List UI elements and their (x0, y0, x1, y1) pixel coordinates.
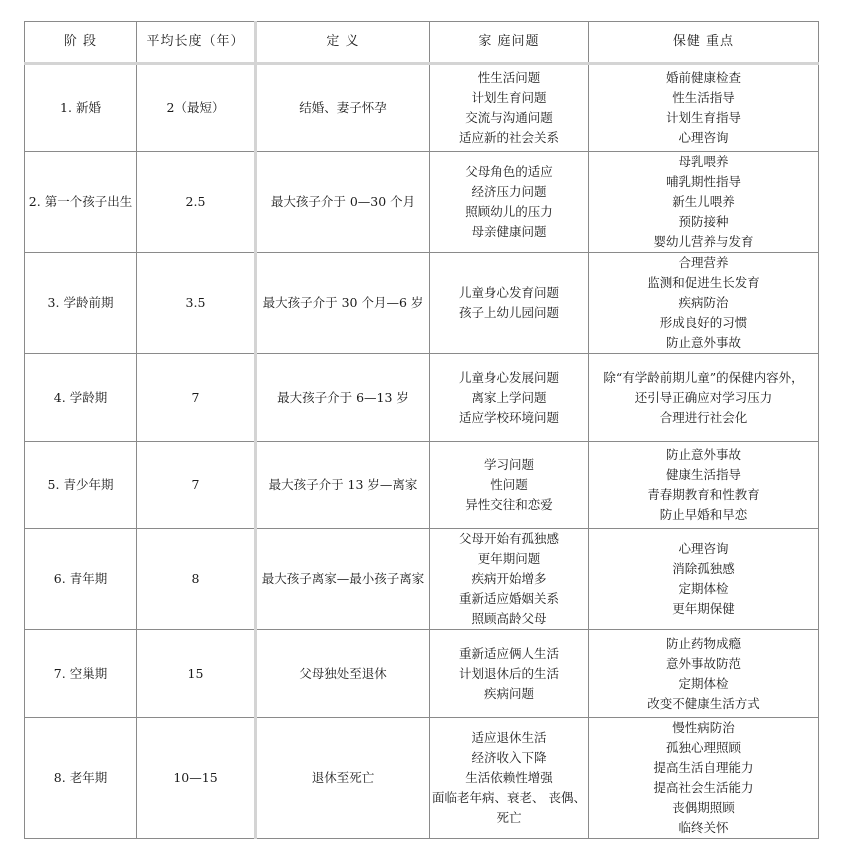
family-issue-item: 经济收入下降 (471, 750, 547, 765)
family-issue-item: 适应退休生活 (471, 730, 547, 745)
health-focus-item: 哺乳期性指导 (665, 174, 741, 189)
avg-length-cell: 10—15 (137, 718, 256, 839)
health-focus-item: 婚前健康检查 (665, 70, 741, 85)
family-issues-cell (430, 64, 589, 152)
health-focus-item: 疾病防治 (678, 295, 729, 310)
family-issue-item: 异性交往和恋爱 (465, 497, 553, 512)
family-issue-item: 适应新的社会关系 (458, 130, 559, 145)
header-stage: 阶 段 (25, 22, 137, 64)
health-focus-item: 预防接种 (678, 214, 729, 229)
health-focus-cell (589, 529, 819, 630)
health-focus-list (591, 445, 816, 525)
health-focus-item: 新生儿喂养 (672, 194, 735, 209)
family-issue-item: 经济压力问题 (471, 184, 547, 199)
family-issue-item: 儿童身心发展问题 (458, 369, 559, 385)
health-focus-cell (589, 354, 819, 442)
family-issues-list (432, 455, 586, 515)
family-issue-item: 重新适应婚姻关系 (458, 591, 559, 606)
health-focus-item: 防止早婚和早恋 (659, 507, 748, 522)
family-issue-item: 死亡 (496, 810, 522, 825)
health-focus-item: 婴幼儿营养与发育 (653, 234, 754, 249)
table-row (25, 718, 819, 839)
definition-cell: 父母独处至退休 (256, 630, 430, 718)
health-focus-item: 合理进行社会化 (659, 409, 748, 425)
family-issues-list (432, 162, 586, 242)
table-row (25, 442, 819, 529)
health-focus-cell (589, 630, 819, 718)
health-focus-item: 孤独心理照顾 (665, 740, 741, 755)
header-family-issues: 家 庭问题 (430, 22, 589, 64)
stage-cell: 6. 青年期 (25, 529, 137, 630)
definition-cell: 最大孩子介于 30 个月—6 岁 (256, 253, 430, 354)
header-avg-length: 平均长度（年） (137, 22, 256, 64)
health-focus-list (591, 539, 816, 619)
health-focus-item: 健康生活指导 (665, 467, 741, 482)
table-row (25, 64, 819, 152)
family-issue-item: 性问题 (490, 477, 528, 492)
definition-cell: 最大孩子介于 0—30 个月 (256, 152, 430, 253)
health-focus-item: 形成良好的习惯 (659, 315, 748, 330)
stage-cell: 3. 学龄前期 (25, 253, 137, 354)
health-focus-item: 意外事故防范 (665, 655, 741, 671)
stage-cell: 4. 学龄期 (25, 354, 137, 442)
table-row (25, 354, 819, 442)
family-issue-item: 父母角色的适应 (465, 164, 553, 179)
health-focus-item: 母乳喂养 (678, 154, 729, 169)
family-issue-item: 疾病开始增多 (471, 571, 547, 586)
stage-cell: 8. 老年期 (25, 718, 137, 839)
health-focus-item: 防止药物成瘾 (665, 635, 741, 651)
definition-cell: 退休至死亡 (256, 718, 430, 839)
health-focus-item: 性生活指导 (672, 90, 735, 105)
health-focus-list (591, 253, 816, 353)
health-focus-list (591, 368, 816, 428)
family-issues-cell (430, 354, 589, 442)
stage-cell: 5. 青少年期 (25, 442, 137, 529)
family-issue-item: 学习问题 (483, 457, 534, 472)
family-issues-list (432, 368, 586, 428)
health-focus-item: 心理咨询 (678, 541, 729, 556)
family-issue-item: 计划退休后的生活 (458, 665, 559, 681)
family-issue-item: 照顾高龄父母 (471, 611, 547, 626)
avg-length-cell: 2.5 (137, 152, 256, 253)
health-focus-item: 慢性病防治 (672, 720, 735, 735)
family-issue-item: 面临老年病、衰老、 丧偶、 (432, 790, 586, 805)
health-focus-list (591, 718, 816, 838)
table-row (25, 529, 819, 630)
health-focus-item: 合理营养 (678, 255, 729, 270)
family-issue-item: 计划生育问题 (471, 90, 547, 105)
family-issue-item: 生活依赖性增强 (465, 770, 553, 785)
health-focus-item: 防止意外事故 (665, 335, 741, 350)
table-row (25, 630, 819, 718)
family-issue-item: 照顾幼儿的压力 (465, 204, 553, 219)
avg-length-cell: 3.5 (137, 253, 256, 354)
health-focus-list (591, 152, 816, 252)
family-issues-cell (430, 718, 589, 839)
family-issues-list (432, 728, 586, 828)
family-issue-item: 儿童身心发育问题 (458, 285, 559, 300)
family-issue-item: 父母开始有孤独感 (458, 531, 559, 546)
family-issue-item: 适应学校环境问题 (458, 409, 559, 425)
stage-cell: 7. 空巢期 (25, 630, 137, 718)
avg-length-cell: 7 (137, 442, 256, 529)
family-issues-list (432, 644, 586, 704)
family-issues-cell (430, 253, 589, 354)
avg-length-cell: 2（最短） (137, 64, 256, 152)
table-row (25, 152, 819, 253)
health-focus-item: 防止意外事故 (665, 447, 741, 462)
health-focus-item: 提高生活自理能力 (653, 760, 754, 775)
health-focus-item: 心理咨询 (678, 130, 729, 145)
definition-cell: 最大孩子介于 6—13 岁 (256, 354, 430, 442)
family-issues-list (432, 68, 586, 148)
health-focus-item: 青春期教育和性教育 (647, 487, 760, 502)
family-issue-item: 更年期问题 (477, 551, 541, 566)
stage-cell: 1. 新婚 (25, 64, 137, 152)
header-health-focus: 保健 重点 (589, 22, 819, 64)
avg-length-cell: 15 (137, 630, 256, 718)
family-issue-item: 母亲健康问题 (471, 224, 547, 239)
definition-cell: 结婚、妻子怀孕 (256, 64, 430, 152)
health-focus-item: 定期体检 (678, 675, 729, 691)
health-focus-cell (589, 253, 819, 354)
health-focus-item: 消除孤独感 (672, 561, 735, 576)
health-focus-item: 更年期保健 (672, 601, 735, 616)
health-focus-item: 临终关怀 (678, 820, 729, 835)
health-focus-item: 计划生育指导 (665, 110, 741, 125)
health-focus-item: 监测和促进生长发育 (647, 275, 760, 290)
family-life-cycle-table (24, 21, 819, 839)
health-focus-cell (589, 442, 819, 529)
definition-cell: 最大孩子离家—最小孩子离家 (256, 529, 430, 630)
family-issue-item: 孩子上幼儿园问题 (458, 305, 559, 320)
family-issues-cell (430, 529, 589, 630)
avg-length-cell: 8 (137, 529, 256, 630)
family-issues-list (432, 283, 586, 323)
health-focus-item: 还引导正确应对学习压力 (634, 389, 773, 405)
health-focus-list (591, 68, 816, 148)
definition-cell: 最大孩子介于 13 岁—离家 (256, 442, 430, 529)
family-issues-cell (430, 630, 589, 718)
health-focus-cell (589, 718, 819, 839)
health-focus-item: 定期体检 (678, 581, 729, 596)
header-definition: 定 义 (256, 22, 430, 64)
stage-cell: 2. 第一个孩子出生 (25, 152, 137, 253)
family-issue-item: 交流与沟通问题 (465, 110, 553, 125)
family-issue-item: 疾病问题 (483, 685, 534, 701)
health-focus-item: 除“有学龄前期儿童”的保健内容外， (603, 369, 804, 385)
avg-length-cell: 7 (137, 354, 256, 442)
health-focus-item: 提高社会生活能力 (653, 780, 754, 795)
health-focus-item: 丧偶期照顾 (672, 800, 735, 815)
health-focus-cell (589, 152, 819, 253)
health-focus-list (591, 634, 816, 714)
family-issue-item: 重新适应俩人生活 (458, 645, 559, 661)
health-focus-cell (589, 64, 819, 152)
family-issue-item: 性生活问题 (477, 70, 541, 85)
table-header-row (25, 22, 819, 64)
table-row (25, 253, 819, 354)
family-issue-item: 离家上学问题 (471, 389, 547, 405)
family-issues-list (432, 529, 586, 629)
family-issues-cell (430, 152, 589, 253)
family-issues-cell (430, 442, 589, 529)
health-focus-item: 改变不健康生活方式 (647, 695, 760, 711)
